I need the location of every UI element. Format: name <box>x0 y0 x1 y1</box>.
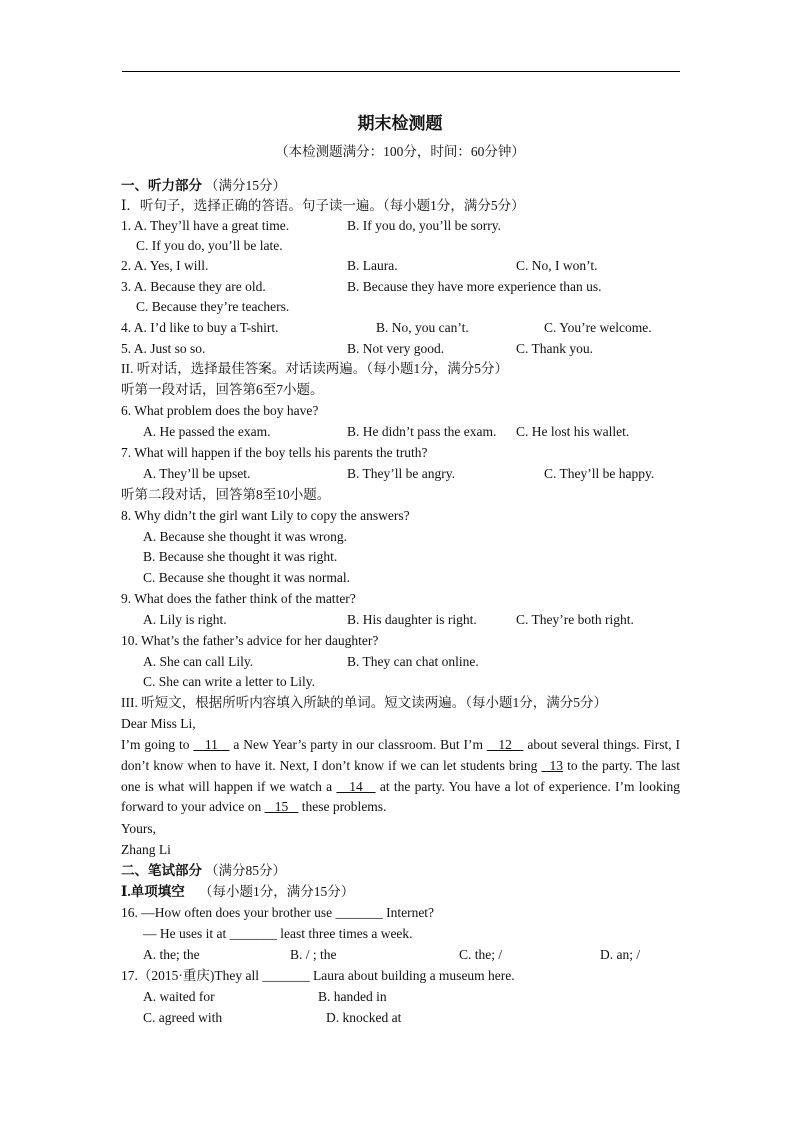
text-line: B. / ; the <box>290 947 337 962</box>
text-line: C. They’ll be happy. <box>544 466 655 481</box>
paragraph-text: to the party. The last one is what will happen if we watch a <box>121 757 680 794</box>
text-line: B. Not very good. <box>347 341 445 356</box>
text-line: D. an; / <box>600 947 641 962</box>
blank-number: 13 <box>541 757 564 773</box>
text-line: A. Because she thought it was wrong. <box>143 529 347 544</box>
text-line: C. the; / <box>459 947 503 962</box>
text-line: 7. What will happen if the boy tells his parents the truth? <box>121 445 428 460</box>
text-line: 2. A. Yes, I will. <box>121 258 209 273</box>
text-line: 3. A. Because they are old. <box>121 279 266 294</box>
blank-number: 15 <box>264 799 299 815</box>
text-line: （满分85分） <box>205 863 286 878</box>
text-line: A. waited for <box>143 989 215 1004</box>
paragraph-text: at the party. You have a lot of experience. I’m looking forward to your advice on <box>121 778 681 815</box>
text-line: II. 听对话，选择最佳答案。对话读两遍。（每小题1分，满分5分） <box>121 361 508 376</box>
text-line: B. He didn’t pass the exam. <box>347 424 497 439</box>
text-line: Zhang Li <box>121 842 171 857</box>
text-line: A. They’ll be upset. <box>143 466 251 481</box>
text-line: B. His daughter is right. <box>347 612 477 627</box>
text-line: B. They can chat online. <box>347 654 479 669</box>
text-line: B. Laura. <box>347 258 398 273</box>
page-title: 期末检测题 <box>357 114 443 134</box>
text-line: C. No, I won’t. <box>516 258 598 273</box>
text-line: C. He lost his wallet. <box>516 424 630 439</box>
text-line: 听第二段对话，回答第8至10小题。 <box>121 487 331 502</box>
text-line: A. Lily is right. <box>143 612 227 627</box>
text-line: Dear Miss Li, <box>121 716 196 731</box>
text-line: A. the; the <box>143 947 200 962</box>
text-line: — He uses it at _______ least three times a week. <box>143 926 413 941</box>
text-line: 一、听力部分 <box>121 178 202 193</box>
text-line: 听第一段对话，回答第6至7小题。 <box>121 382 324 397</box>
text-line: Ⅰ.单项填空 <box>121 884 185 899</box>
paragraph-text: these problems. <box>298 799 387 815</box>
text-line: 10. What’s the father’s advice for her daughter? <box>121 633 379 648</box>
text-line: 6. What problem does the boy have? <box>121 403 319 418</box>
text-line: 二、笔试部分 <box>121 863 202 878</box>
text-line: （满分15分） <box>205 178 286 193</box>
text-line: C. They’re both right. <box>516 612 634 627</box>
text-line: C. agreed with <box>143 1010 223 1025</box>
text-line: C. She can write a letter to Lily. <box>143 674 315 689</box>
text-line: 17.（2015·重庆)They all _______ Laura about building a museum here. <box>121 968 515 983</box>
text-line: C. If you do, you’ll be late. <box>136 238 283 253</box>
header-rule <box>122 71 680 72</box>
blank-number: 12 <box>486 737 524 752</box>
text-line: C. Thank you. <box>516 341 593 356</box>
text-line: B. Because she thought it was right. <box>143 549 338 564</box>
text-line: （每小题1分，满分15分） <box>199 884 355 899</box>
paragraph-text: a New Year’s party in our classroom. But I’m <box>229 737 487 752</box>
text-line: III. 听短文，根据所听内容填入所缺的单词。短文读两遍。（每小题1分，满分5分） <box>121 695 607 710</box>
text-line: Ⅰ．听句子，选择正确的答语。句子读一遍。（每小题1分，满分5分） <box>121 198 525 213</box>
text-line: 9. What does the father think of the matter? <box>121 591 356 606</box>
letter-paragraph <box>121 735 680 818</box>
text-line: C. Because she thought it was normal. <box>143 570 350 585</box>
text-line: Yours, <box>121 821 157 836</box>
text-line: A. He passed the exam. <box>143 424 271 439</box>
text-line: C. You’re welcome. <box>544 320 652 335</box>
text-line: 1. A. They’ll have a great time. <box>121 218 290 233</box>
text-line: C. Because they’re teachers. <box>136 299 290 314</box>
text-line: D. knocked at <box>326 1010 402 1025</box>
blank-number: 11 <box>193 737 230 752</box>
paragraph-text: about several things. First, I don’t know when to have it. Next, I don’t know if we can let students bring <box>121 737 681 773</box>
text-line: 8. Why didn’t the girl want Lily to copy the answers? <box>121 508 410 523</box>
text-line: B. They’ll be angry. <box>347 466 455 481</box>
text-line: B. handed in <box>318 989 387 1004</box>
text-line: B. Because they have more experience than us. <box>347 279 602 294</box>
text-line: A. She can call Lily. <box>143 654 254 669</box>
paragraph-text: I’m going to <box>121 737 194 752</box>
text-line: 5. A. Just so so. <box>121 341 206 356</box>
text-line: B. No, you can’t. <box>376 320 469 335</box>
blank-number: 14 <box>336 778 376 794</box>
page-subtitle: （本检测题满分：100分，时间：60分钟） <box>275 144 525 159</box>
text-line: B. If you do, you’ll be sorry. <box>347 218 501 233</box>
text-line: 4. A. I’d like to buy a T-shirt. <box>121 320 279 335</box>
text-line: 16. —How often does your brother use _______ Internet? <box>121 905 435 920</box>
